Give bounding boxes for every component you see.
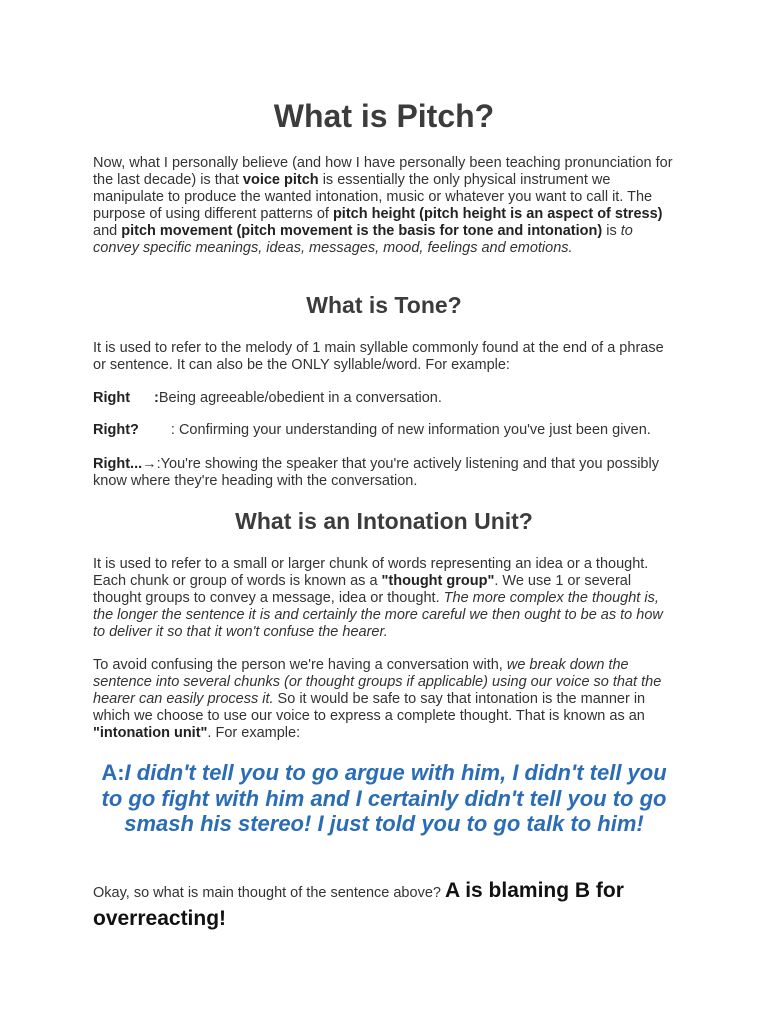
unit-paragraph-2	[93, 657, 678, 742]
intonation-unit-heading: What is an Intonation Unit?	[235, 508, 533, 534]
unit-p2-text-3: . For example:	[207, 725, 301, 741]
pitch-bold-pitch-movement: pitch movement (pitch movement is the basis for tone and intonation)	[121, 223, 603, 239]
tone-example-1-text: Being agreeable/obedient in a conversation.	[158, 390, 442, 406]
closing-question: Okay, so what is main thought of the sentence above?	[93, 885, 445, 901]
unit-p2-text-1: To avoid confusing the person we're having a conversation with,	[93, 657, 507, 673]
unit-p1-bold-thought-group: "thought group"	[381, 573, 495, 589]
pitch-paragraph	[93, 155, 678, 257]
pitch-text-1: Now, what I personally believe (and how I have personally been teaching pronunciation for the last decade) is that	[93, 155, 673, 188]
tone-example-2-text: : Confirming your understanding of new information you've just been given.	[170, 422, 651, 438]
unit-p2-text-2: So it would be safe to say that intonation is the manner in which we choose to use our voice to express a complete thought. That is known as an	[93, 691, 646, 724]
tone-intro: It is used to refer to the melody of 1 main syllable commonly found at the end of a phrase or sentence. It can also be the ONLY syllable/word. For example:	[93, 340, 664, 373]
unit-p1-text-2: . We use 1 or several thought groups to convey a message, idea or thought.	[93, 573, 632, 606]
pitch-bold-pitch-height: pitch height (pitch height is an aspect of stress)	[332, 206, 663, 222]
unit-p2-italic: we break down the sentence into several chunks (or thought groups if applicable) using our voice so that the hearer can easily process it.	[93, 657, 662, 707]
pitch-bold-voice-pitch: voice pitch	[242, 172, 319, 188]
tone-example-2-label: Right?	[93, 422, 139, 438]
tone-example-3-label: Right...	[93, 456, 143, 472]
unit-p2-bold-intonation-unit: "intonation unit"	[93, 725, 208, 741]
unit-p1-text-1: It is used to refer to a small or larger chunk of words representing an idea or a thought. Each chunk or group of words is known as a	[93, 556, 649, 589]
closing-answer: A is blaming B for overreacting!	[93, 879, 624, 930]
pitch-italic-purpose: to convey specific meanings, ideas, messages, mood, feelings and emotions.	[93, 223, 633, 256]
tone-example-3-text: :You're showing the speaker that you're actively listening and that you possibly know where they're heading with the conversation.	[93, 456, 659, 489]
page-title: What is Pitch?	[273, 98, 495, 134]
arrow-icon: →	[142, 456, 157, 472]
pitch-text-2: is essentially the only physical instrument we manipulate to produce the wanted intonation, music or whatever you want to call it. The purpose of using different patterns of	[93, 172, 653, 222]
tone-heading: What is Tone?	[306, 292, 462, 318]
quote-speaker: A:	[101, 760, 125, 785]
tone-example-1	[93, 390, 678, 407]
quote-text: I didn't tell you to go argue with him, I didn't tell you to go fight with him and I certainly didn't tell you to go smash his stereo! I just told you to go talk to him!	[101, 760, 667, 836]
example-quote	[88, 760, 680, 837]
tone-example-2	[93, 422, 678, 439]
tone-example-1-colon: :	[154, 390, 159, 406]
unit-p1-italic: The more complex the thought is, the longer the sentence it is and certainly the more careful we then ought to be as to how to deliver it so that it won't confuse the hearer.	[93, 590, 663, 640]
tone-example-1-label: Right	[93, 390, 131, 406]
pitch-text-3: and	[93, 223, 122, 239]
closing-paragraph	[93, 878, 693, 934]
pitch-text-4: is	[602, 223, 621, 239]
unit-paragraph-1	[93, 556, 678, 641]
tone-example-3	[93, 456, 678, 490]
